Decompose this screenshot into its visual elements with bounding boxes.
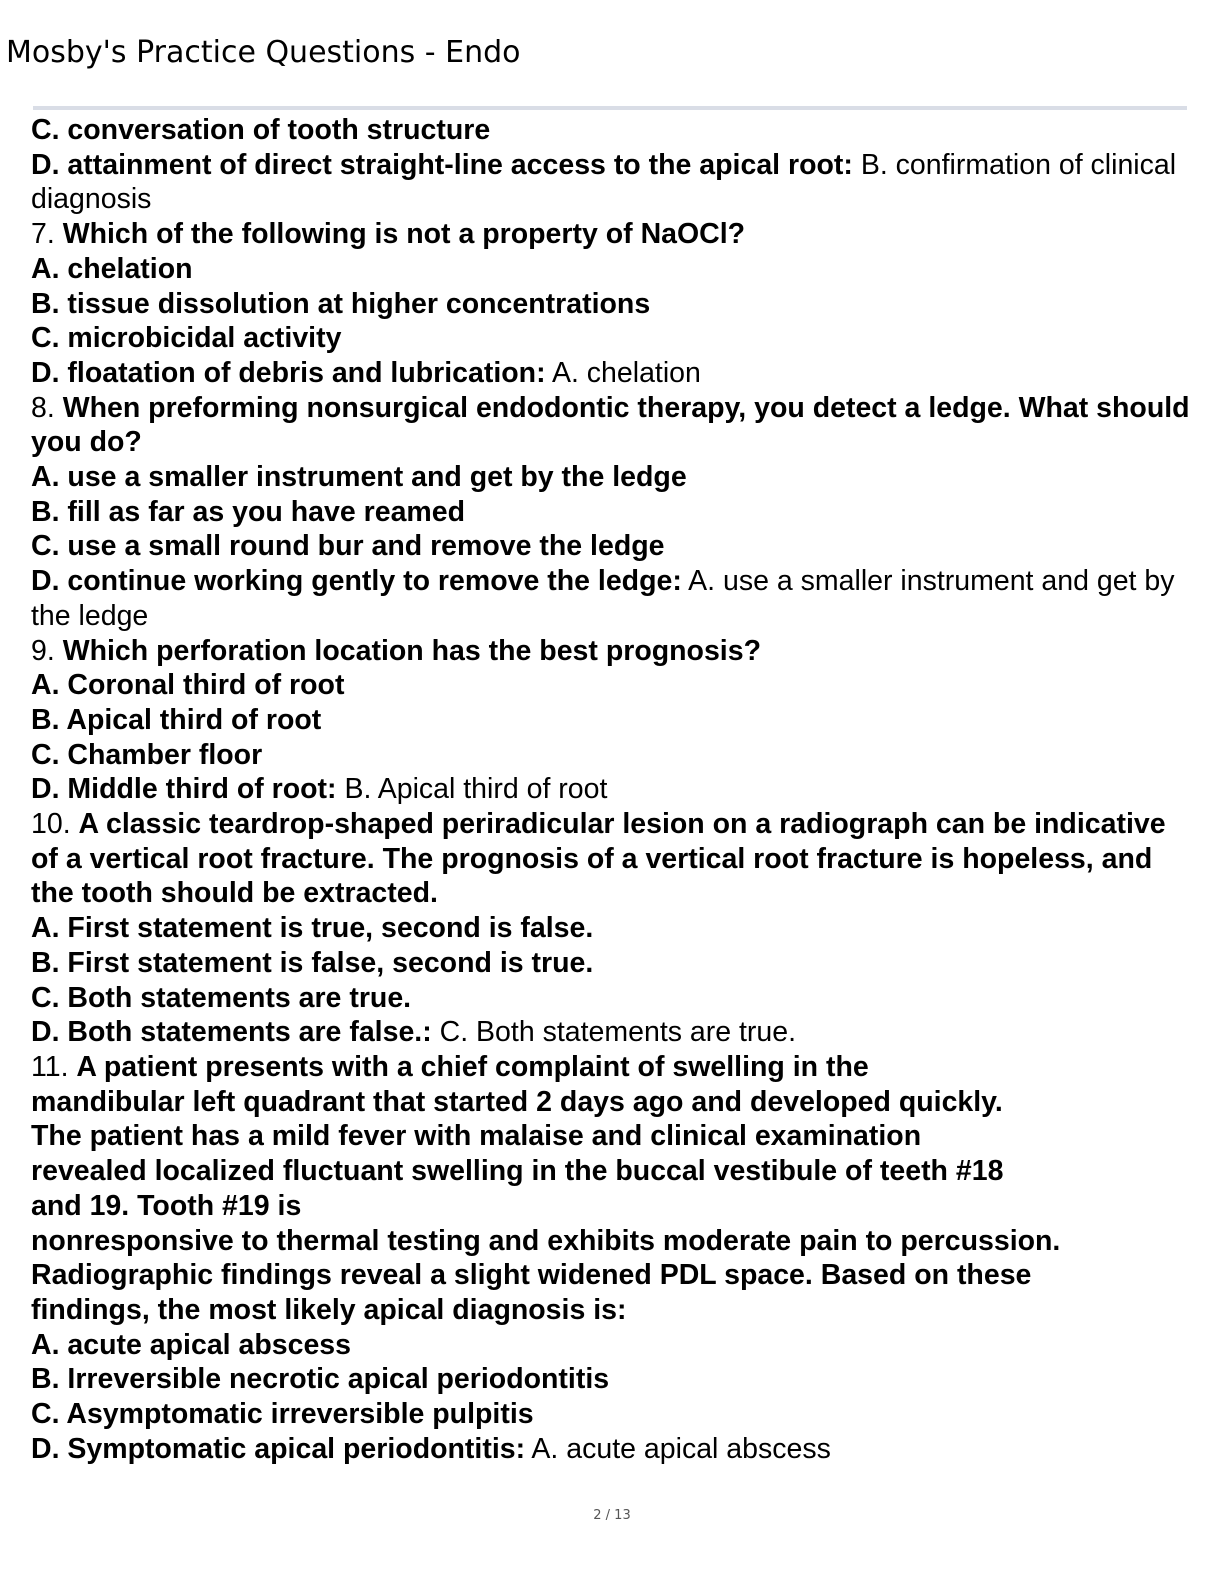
text-line [31,738,1191,773]
text-line [31,1432,1191,1467]
text-line [31,321,1191,356]
text-line [31,217,1191,252]
question-number: 8. [31,391,63,424]
text-line [31,1015,1191,1050]
answer-text: A. chelation [545,356,701,389]
text-line [31,356,1191,391]
question-or-option-text: revealed localized fluctuant swelling in the buccal vestibule of teeth #18 [31,1155,1004,1188]
question-or-option-text: A. chelation [31,252,193,285]
text-line [31,564,1191,633]
question-or-option-text: D. continue working gently to remove the ledge: [31,565,682,598]
question-or-option-text: C. conversation of tooth structure [31,114,491,146]
question-or-option-text: D. Both statements are false.: [31,1016,432,1049]
answer-text: A. acute apical abscess [525,1432,831,1465]
text-line [31,1224,1191,1259]
question-or-option-text: B. First statement is false, second is true. [31,946,594,979]
question-or-option-text: C. use a small round bur and remove the ledge [31,530,665,563]
question-or-option-text: findings, the most likely apical diagnosis is: [31,1293,627,1326]
text-line [31,148,1191,217]
question-or-option-text: nonresponsive to thermal testing and exhibits moderate pain to percussion. [31,1224,1061,1257]
question-or-option-text: A. acute apical abscess [31,1328,352,1361]
answer-text: C. Both statements are true. [431,1016,797,1049]
question-or-option-text: D. floatation of debris and lubrication: [31,356,546,389]
question-text-body [31,113,1191,1466]
text-line [31,252,1191,287]
question-or-option-text: B. tissue dissolution at higher concentrations [31,287,651,320]
header-divider [33,106,1187,110]
question-or-option-text: mandibular left quadrant that started 2 days ago and developed quickly. [31,1085,1003,1118]
question-or-option-text: and 19. Tooth #19 is [31,1189,302,1222]
answer-text: A. use a smaller instrument and get by the ledge [31,565,1175,632]
text-line [31,1293,1191,1328]
question-or-option-text: B. fill as far as you have reamed [31,495,466,528]
question-or-option-text: C. Both statements are true. [31,981,412,1014]
question-or-option-text: Which of the following is not a property of NaOCl? [62,218,746,251]
text-line [31,495,1191,530]
document-title: Mosby's Practice Questions - Endo [6,35,521,70]
text-line [31,807,1191,911]
question-or-option-text: A patient presents with a chief complaint of swelling in the [76,1050,869,1083]
question-or-option-text: A. Coronal third of root [31,669,345,702]
text-line [31,981,1191,1016]
question-or-option-text: Radiographic findings reveal a slight widened PDL space. Based on these [31,1259,1032,1292]
text-line [31,634,1191,669]
question-or-option-text: A classic teardrop-shaped periradicular lesion on a radiograph can be indicative of a vertical root fracture. The prognosis of a vertical root fracture is hopeless, and the tooth should be extracted. [31,808,1166,910]
question-or-option-text: C. Asymptomatic irreversible pulpitis [31,1398,534,1431]
text-line [31,287,1191,322]
question-or-option-text: A. First statement is true, second is false. [31,912,594,945]
question-or-option-text: C. Chamber floor [31,738,263,771]
question-or-option-text: B. Apical third of root [31,703,322,736]
text-line [31,668,1191,703]
question-number: 10. [31,808,79,841]
text-line [31,1397,1191,1432]
text-line [31,946,1191,981]
question-number: 9. [31,634,63,667]
text-line [31,772,1191,807]
text-line [31,1328,1191,1363]
answer-text: B. Apical third of root [336,773,608,806]
question-number: 11. [31,1050,77,1083]
text-line [31,911,1191,946]
question-or-option-text: D. Symptomatic apical periodontitis: [31,1432,526,1465]
text-line [31,1050,1191,1085]
text-line [31,529,1191,564]
text-line [31,391,1191,460]
question-or-option-text: D. Middle third of root: [31,773,337,806]
text-line [31,1189,1191,1224]
question-or-option-text: The patient has a mild fever with malaise and clinical examination [31,1120,922,1153]
text-line [31,1362,1191,1397]
text-line [31,460,1191,495]
question-or-option-text: When preforming nonsurgical endodontic therapy, you detect a ledge. What should you do? [31,391,1190,459]
text-line [31,1085,1191,1120]
question-or-option-text: B. Irreversible necrotic apical periodontitis [31,1363,610,1396]
question-or-option-text: D. attainment of direct straight-line access to the apical root: [31,148,853,181]
question-or-option-text: C. microbicidal activity [31,322,342,355]
text-line [31,1119,1191,1154]
text-line [31,1154,1191,1189]
question-number: 7. [31,218,63,251]
question-or-option-text: A. use a smaller instrument and get by the ledge [31,461,687,494]
text-line [31,703,1191,738]
text-line [31,113,1191,148]
text-line [31,1258,1191,1293]
answer-text: B. confirmation of clinical diagnosis [31,148,1177,216]
question-or-option-text: Which perforation location has the best prognosis? [62,634,761,667]
page-number: 2 / 13 [593,1508,631,1523]
